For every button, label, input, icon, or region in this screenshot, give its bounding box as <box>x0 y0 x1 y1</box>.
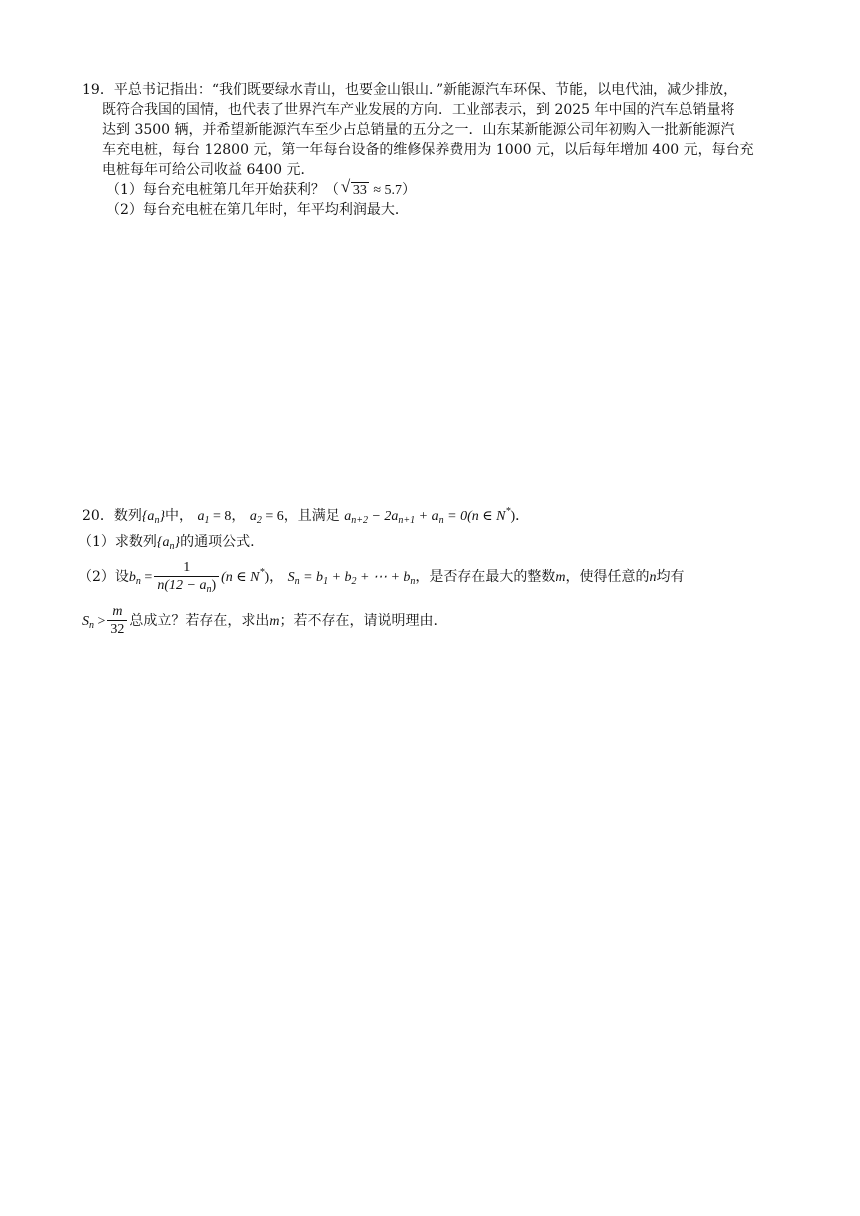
b-domain-sup: * <box>259 567 265 578</box>
b-eq: = <box>144 570 153 585</box>
rec-period: ． <box>515 508 530 524</box>
q19-part-2 <box>82 200 782 220</box>
rec-end: = 0(n ∈ N <box>447 509 506 524</box>
q20-seq-open: {a <box>141 509 155 524</box>
q20-intro: 数列 <box>113 508 142 524</box>
q20-a2 <box>250 509 284 524</box>
a1-value: = 8， <box>213 509 246 524</box>
q19-text-line-5: 电桩每年可给公司收益 6400 元． <box>102 162 315 178</box>
b-sub: n <box>135 576 141 587</box>
q20-part-2 <box>78 555 782 599</box>
q19-text-line-4: 车充电桩，每台 12800 元，第一年每台设备的维修保养费用为 1000 元，以后每年增加 400 元，每台充 <box>102 142 754 158</box>
b-frac-den-close: ) <box>211 577 217 593</box>
q20-intro2: 中， <box>165 508 194 524</box>
s-sub-2: 2 <box>351 576 357 587</box>
m-over-32 <box>107 604 127 639</box>
q20-recurrence <box>344 506 516 526</box>
part1-seq-open: {a <box>156 535 170 550</box>
s-def <box>288 570 416 585</box>
b-frac-den-sub: n <box>206 583 212 595</box>
b-domain-text: (n ∈ N <box>221 570 260 585</box>
rec-close: ) <box>510 509 516 524</box>
ineq-denominator: 32 <box>107 620 127 639</box>
q19-line-2 <box>82 100 782 120</box>
a2-symbol: a <box>249 509 257 524</box>
q19-line-5 <box>82 160 782 180</box>
b-domain <box>221 567 284 585</box>
q19-part-1-close: ） <box>402 182 417 198</box>
b-frac-numerator: 1 <box>183 559 191 575</box>
q20-seq <box>142 509 165 524</box>
q20-part-2-mid: ，是否存在最大的整数 <box>415 569 556 585</box>
q20-seq-sub: n <box>154 515 160 526</box>
q19-line-3 <box>82 120 782 140</box>
rec-sub-1: n+2 <box>351 515 368 526</box>
q20-intro3: ，且满足 <box>283 508 340 524</box>
radical-sign: √ <box>340 177 351 196</box>
q20-part-1-end: 的通项公式. <box>180 534 255 550</box>
ineq-sub: n <box>89 620 94 631</box>
a1-symbol: a <box>197 509 205 524</box>
s-dots: + ⋯ + b <box>360 570 411 585</box>
b-frac-denominator <box>154 576 219 595</box>
rec-mid-2: + a <box>418 509 439 524</box>
m-symbol-2: m <box>269 614 280 629</box>
q19-text-line-2: 既符合我国的国情，也代表了世界汽车产业发展的方向．工业部表示，到 2025 年中国的汽车总销量将 <box>102 102 735 118</box>
s-sub: n <box>294 576 300 587</box>
n-symbol: n <box>649 570 657 585</box>
ineq-gt: > <box>97 614 106 629</box>
q20-part-2-tail: 总成立？若存在，求出 <box>129 613 270 629</box>
q20-part-1-seq <box>157 535 180 550</box>
q19-part-1-text: （1）每台充电桩第几年开始获利？（ <box>106 182 339 198</box>
q20-number: 20． <box>82 508 114 524</box>
q20-line-1 <box>82 503 782 529</box>
q20-part-2-cont <box>82 599 782 643</box>
rec-mid-1: − 2a <box>371 509 399 524</box>
part1-seq-sub: n <box>169 541 175 552</box>
q20-part-2-mid2: ，使得任意的 <box>565 569 650 585</box>
q19-number: 19． <box>82 82 114 98</box>
q19-approx: ≈ 5.7 <box>373 183 403 198</box>
q19-part-2-text: （2）每台充电桩在第几年时，年平均利润最大． <box>106 202 409 218</box>
sqrt-radicand: 33 <box>352 183 367 198</box>
inequality <box>82 614 105 629</box>
q20-part-1 <box>78 529 782 555</box>
q20-part-2-tail2: ；若不存在，请说明理由. <box>279 613 438 629</box>
rec-sub-3: n <box>438 515 444 526</box>
s-sub-1: 1 <box>323 576 329 587</box>
m-symbol: m <box>555 570 566 585</box>
b-fraction <box>154 560 219 595</box>
b-domain-close: )， <box>264 570 284 585</box>
q19-line-1 <box>82 80 782 100</box>
part1-seq-close: } <box>174 535 181 550</box>
q19-part-1 <box>82 177 782 200</box>
q20-part-1-prefix: （1）求数列 <box>78 534 157 550</box>
ineq-numerator: m <box>112 603 123 619</box>
s-symbol: S <box>287 570 295 585</box>
ineq-s: S <box>82 614 89 629</box>
b-symbol: b <box>128 570 136 585</box>
q20-part-2-end: 均有 <box>656 569 685 585</box>
a1-sub: 1 <box>204 515 210 526</box>
q20-part-2-prefix: （2）设 <box>78 569 129 585</box>
rec-sup: * <box>505 506 511 517</box>
question-20 <box>78 503 782 643</box>
q20-seq-close: } <box>159 509 166 524</box>
s-eq: = b <box>303 570 324 585</box>
rec-a: a <box>344 509 352 524</box>
s-sub-n: n <box>410 576 416 587</box>
question-19 <box>82 80 782 220</box>
rec-sub-2: n+1 <box>398 515 416 526</box>
a2-value: = 6 <box>265 509 284 524</box>
q19-text-line-3: 达到 3500 辆，并希望新能源汽车至少占总销量的五分之一．山东某新能源公司年初购入一批新能源汽 <box>102 122 735 138</box>
s-plus: + b <box>331 570 352 585</box>
b-frac-den-text: n(12 − a <box>157 577 207 593</box>
q19-text-line-1: 平总书记指出：“我们既要绿水青山，也要金山银山．”新能源汽车环保、节能，以电代油，减少排放， <box>113 82 738 98</box>
q20-a1 <box>198 509 246 524</box>
b-def <box>129 570 152 585</box>
a2-sub: 2 <box>256 515 262 526</box>
sqrt-expression <box>340 177 369 201</box>
q19-line-4 <box>82 140 782 160</box>
